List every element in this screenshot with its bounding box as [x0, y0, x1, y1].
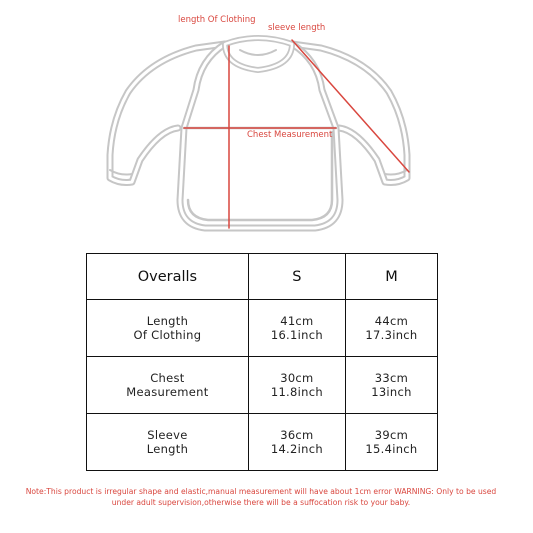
label-line: Chest [150, 371, 185, 385]
inch-value: 11.8inch [270, 385, 323, 399]
header-size-s: S [248, 254, 345, 300]
header-size-m: M [345, 254, 437, 300]
length-of-clothing-label: length Of Clothing [178, 15, 256, 25]
inch-value: 17.3inch [365, 328, 418, 342]
sleeve-length-label: sleeve length [268, 23, 326, 33]
label-line: Sleeve [147, 428, 188, 442]
size-m-value [345, 357, 437, 414]
table-row [87, 414, 438, 471]
chest-measurement-label: Chest Measurement [247, 130, 333, 140]
inch-value: 13inch [371, 385, 412, 399]
size-m-value [345, 300, 437, 357]
table-row [87, 300, 438, 357]
cm-value: 36cm [280, 428, 314, 442]
row-label [87, 357, 249, 414]
label-line: Length [146, 442, 189, 456]
cm-value: 39cm [374, 428, 409, 442]
cm-value: 33cm [374, 371, 409, 385]
warning-note: Note:This product is irregular shape and elastic,manual measurement will have about 1cm error WARNING: Only to be used under adult supervision,otherwise there will be a suffocation risk to your baby. [25, 487, 497, 507]
label-line: Measurement [126, 385, 209, 399]
cm-value: 44cm [374, 314, 409, 328]
header-overalls: Overalls [87, 254, 249, 300]
table-header-row [87, 254, 438, 300]
table-row [87, 357, 438, 414]
size-s-value [248, 300, 345, 357]
size-m-value [345, 414, 437, 471]
garment-illustration [0, 0, 533, 240]
cm-value: 30cm [280, 371, 314, 385]
size-s-value [248, 357, 345, 414]
row-label [87, 300, 249, 357]
row-label [87, 414, 249, 471]
label-line: Of Clothing [133, 328, 202, 342]
size-chart-table [86, 253, 438, 471]
inch-value: 16.1inch [270, 328, 323, 342]
cm-value: 41cm [280, 314, 314, 328]
size-s-value [248, 414, 345, 471]
inch-value: 15.4inch [365, 442, 418, 456]
size-diagram [0, 0, 533, 240]
inch-value: 14.2inch [270, 442, 323, 456]
label-line: Length [146, 314, 189, 328]
